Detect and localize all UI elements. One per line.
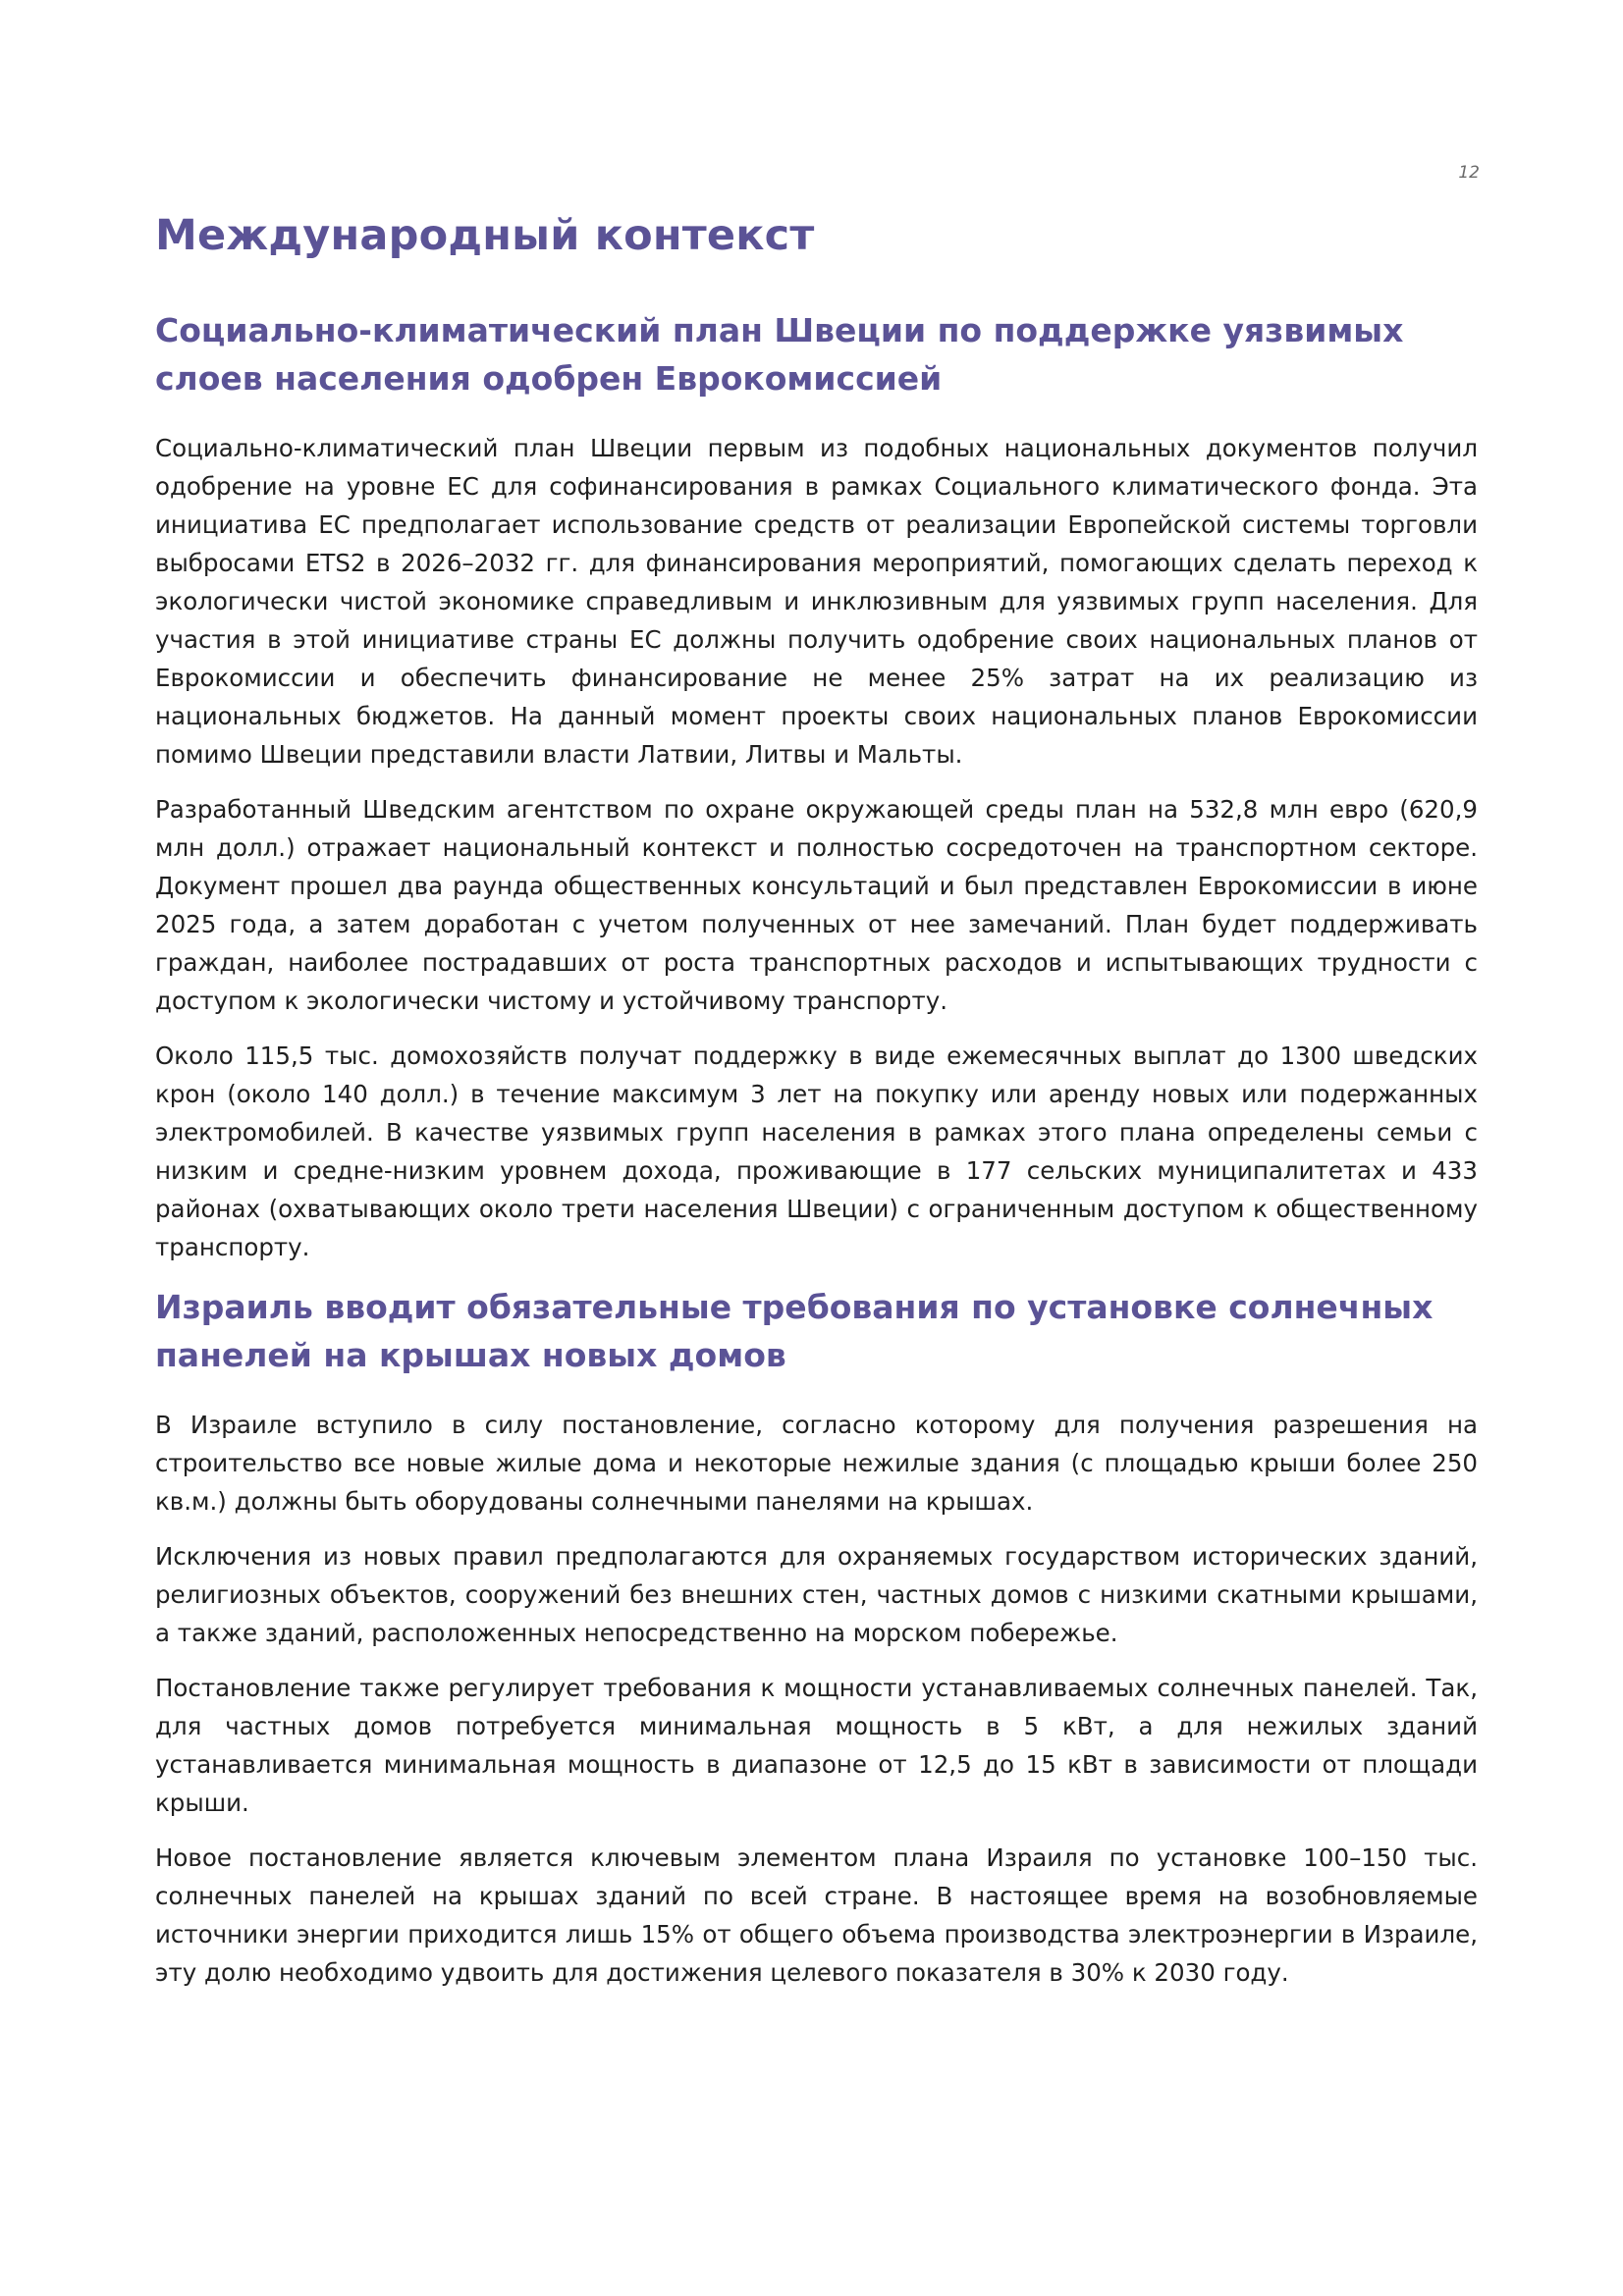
section-heading: Социально-климатический план Швеции по поддержке уязвимых слоев населения одобрен Еврокомиссией xyxy=(155,310,1404,399)
page-number: 12 xyxy=(1458,163,1480,183)
paragraph: В Израиле вступило в силу постановление, согласно которому для получения разрешения на строительство все новые жилые дома и некоторые нежилые здания (с площадью крыши более 250 кв.м.) должны быть оборудованы солнечными панелями на крышах. xyxy=(155,1410,1478,1516)
section-israel xyxy=(155,1283,1478,1992)
section-heading: Израиль вводит обязательные требования по установке солнечных панелей на крышах новых домов xyxy=(155,1287,1434,1375)
paragraph: Исключения из новых правил предполагаются для охраняемых государством исторических зданий, религиозных объектов, сооружений без внешних стен, частных домов с низкими скатными крышами, а также зданий, расположенных непосредственно на морском побережье. xyxy=(155,1541,1478,1647)
page-title: Международный контекст xyxy=(155,211,815,260)
paragraph: Новое постановление является ключевым элементом плана Израиля по установке 100–150 тыс. солнечных панелей на крышах зданий по всей стране. В настоящее время на возобновляемые источники энергии приходится лишь 15% от общего объема производства электроэнергии в Израиле, эту долю необходимо удвоить для достижения целевого показателя в 30% к 2030 году. xyxy=(155,1842,1478,1987)
paragraph: Постановление также регулирует требования к мощности устанавливаемых солнечных панелей. Так, для частных домов потребуется минимальная мощность в 5 кВт, а для нежилых зданий устанавливается минимальная мощность в диапазоне от 12,5 до 15 кВт в зависимости от площади крыши. xyxy=(155,1673,1478,1817)
paragraph: Около 115,5 тыс. домохозяйств получат поддержку в виде ежемесячных выплат до 1300 шведских крон (около 140 долл.) в течение максимум 3 лет на покупку или аренду новых или подержанных электромобилей. В качестве уязвимых групп населения в рамках этого плана определены семьи с низким и средне-низким уровнем дохода, проживающие в 177 сельских муниципалитетах и 433 районах (охватывающих около трети населения Швеции) с ограниченным доступом к общественному транспорту. xyxy=(155,1041,1478,1261)
paragraph: Разработанный Шведским агентством по охране окружающей среды план на 532,8 млн евро (620,9 млн долл.) отражает национальный контекст и полностью сосредоточен на транспортном секторе. Документ прошел два раунда общественных консультаций и был представлен Еврокомиссии в июне 2025 года, а затем доработан с учетом полученных от нее замечаний. План будет поддерживать граждан, наиболее пострадавших от роста транспортных расходов и испытывающих трудности с доступом к экологически чистому и устойчивому транспорту. xyxy=(155,794,1478,1015)
paragraph: Социально-климатический план Швеции первым из подобных национальных документов получил одобрение на уровне ЕС для софинансирования в рамках Социального климатического фонда. Эта инициатива ЕС предполагает использование средств от реализации Европейской системы торговли выбросами ETS2 в 2026–2032 гг. для финансирования мероприятий, помогающих сделать переход к экологически чистой экономике справедливым и инклюзивным для уязвимых групп населения. Для участия в этой инициативе страны ЕС должны получить одобрение своих национальных планов от Еврокомиссии и обеспечить финансирование не менее 25% затрат на их реализацию из национальных бюджетов. На данный момент проекты своих национальных планов Еврокомиссии помимо Швеции представили власти Латвии, Литвы и Мальты. xyxy=(155,433,1478,769)
document-body xyxy=(155,210,1478,2008)
section-sweden xyxy=(155,306,1478,1266)
